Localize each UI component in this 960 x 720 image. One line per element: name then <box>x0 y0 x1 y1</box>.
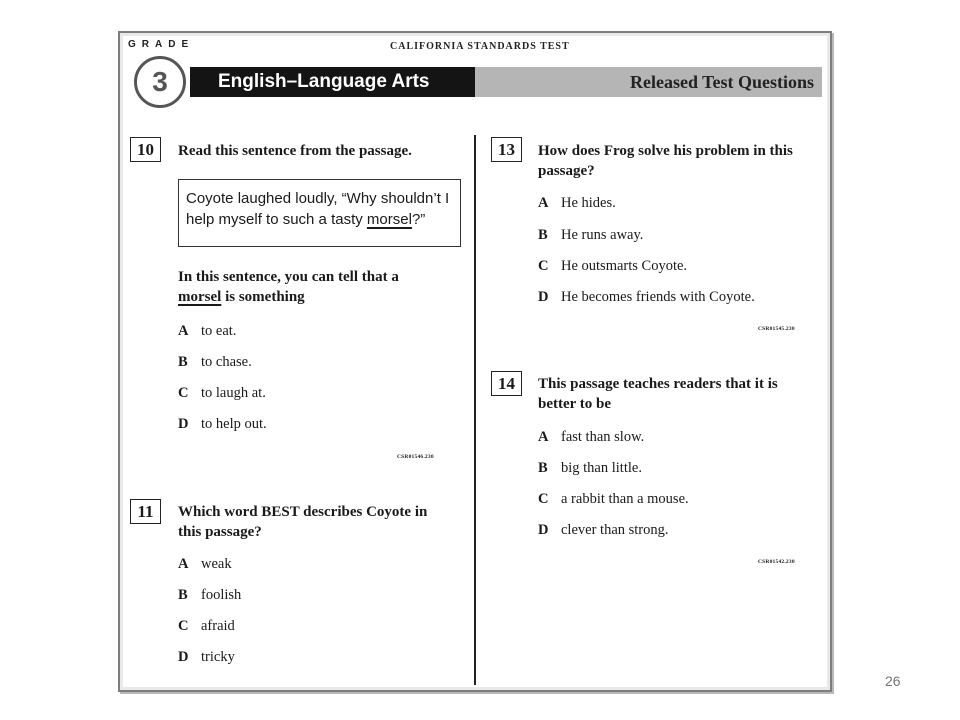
q11-option-c[interactable]: C afraid <box>178 618 235 634</box>
quoted-sentence-box <box>178 179 461 247</box>
q14-option-c[interactable]: C a rabbit than a mouse. <box>538 491 689 507</box>
question-number-11: 11 <box>130 499 161 524</box>
question-10-prompt <box>178 267 468 307</box>
q11-option-a[interactable]: A weak <box>178 556 232 572</box>
q14-option-b[interactable]: B big than little. <box>538 460 642 476</box>
question-14-stem: This passage teaches readers that it is better to be <box>538 376 778 412</box>
prompt-line1: In this sentence, you can tell that a <box>178 269 399 285</box>
q10-option-b[interactable]: B to chase. <box>178 354 252 370</box>
question-11-stem: Which word BEST describes Coyote in this passage? <box>178 504 428 540</box>
q13-option-c[interactable]: C He outsmarts Coyote. <box>538 258 688 274</box>
q14-option-a[interactable]: A fast than slow. <box>538 429 645 445</box>
grade-label: GRADE <box>128 39 195 50</box>
prompt-underlined-word: morsel <box>178 289 222 305</box>
slide-number: 26 <box>885 673 901 689</box>
grade-number-badge <box>134 56 186 108</box>
q14-option-d[interactable]: D clever than strong. <box>538 522 669 538</box>
test-name: CALIFORNIA STANDARDS TEST <box>390 41 570 52</box>
item-code-13: CSR01545.230 <box>758 326 795 332</box>
q10-option-a[interactable]: A to eat. <box>178 323 237 339</box>
q11-option-d[interactable]: D tricky <box>178 649 235 665</box>
quote-end: ?” <box>411 211 426 228</box>
question-number-14: 14 <box>491 371 522 396</box>
section-banner: Released Test Questions <box>475 67 822 97</box>
grade-number: 3 <box>152 66 168 97</box>
column-divider <box>474 135 476 685</box>
q11-option-b[interactable]: B foolish <box>178 587 242 603</box>
question-number-13: 13 <box>491 137 522 162</box>
question-number-10: 10 <box>130 137 161 162</box>
question-10-stem: Read this sentence from the passage. <box>178 143 412 159</box>
test-page <box>118 31 832 692</box>
q13-option-a[interactable]: A He hides. <box>538 195 616 211</box>
quote-text: Coyote laughed loudly, “Why shouldn’t I help myself to such a tasty <box>186 190 450 228</box>
quote-underlined-word: morsel <box>366 211 412 228</box>
question-13-stem: How does Frog solve his problem in this passage? <box>538 143 793 179</box>
item-code-10: CSR01546.230 <box>397 454 434 460</box>
q10-option-d[interactable]: D to help out. <box>178 416 267 432</box>
subject-banner: English–Language Arts <box>190 67 475 97</box>
q13-option-d[interactable]: D He becomes friends with Coyote. <box>538 289 755 305</box>
q13-option-b[interactable]: B He runs away. <box>538 227 644 243</box>
item-code-14: CSR01542.230 <box>758 559 795 565</box>
prompt-line2: is something <box>221 289 305 305</box>
q10-option-c[interactable]: C to laugh at. <box>178 385 266 401</box>
